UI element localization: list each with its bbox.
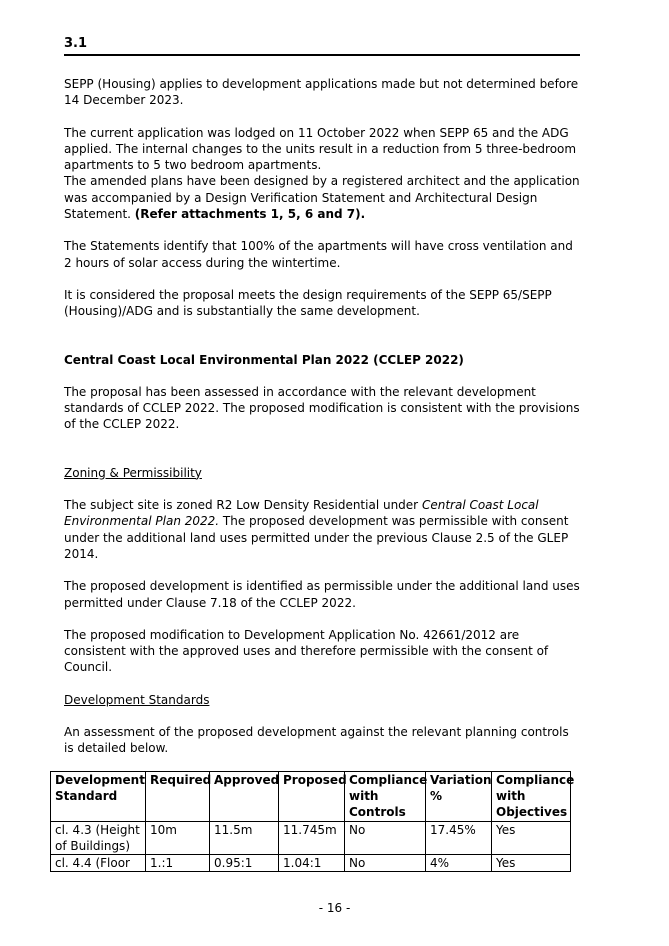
heading-cclep: Central Coast Local Environmental Plan 2022 (CCLEP 2022) bbox=[64, 352, 464, 367]
table-cell: 11.745m bbox=[279, 821, 345, 855]
page-number: - 16 - bbox=[318, 901, 351, 915]
paragraph-design-requirements: It is considered the proposal meets the design requirements of the SEPP 65/SEPP (Housing)/ADG and is substantially the same development. bbox=[64, 287, 552, 319]
table-cell: 4% bbox=[426, 855, 492, 872]
table-row bbox=[51, 855, 571, 872]
table-cell: Yes bbox=[492, 855, 571, 872]
section-number: 3.1 bbox=[64, 36, 580, 56]
paragraph-permissible: The proposed development is identified as permissible under the additional land uses permitted under Clause 7.18 of the CCLEP 2022. bbox=[64, 579, 580, 610]
table-cell: No bbox=[345, 821, 426, 855]
col-header: Development Standard bbox=[51, 771, 146, 821]
col-header: Required bbox=[146, 771, 210, 821]
col-header: Variation % bbox=[426, 771, 492, 821]
heading-zoning: Zoning & Permissibility bbox=[64, 465, 202, 480]
document-page bbox=[55, 36, 580, 872]
col-header: Approved bbox=[210, 771, 279, 821]
paragraph-modification: The proposed modification to Development Application No. 42661/2012 are consistent with the approved uses and therefore permissible with the consent of Council. bbox=[64, 627, 549, 675]
zoning-text-cont: The proposed development was permissible with consent under the additional land uses permitted under the previous Clause 2.5 of the GLEP 2014. bbox=[64, 514, 569, 561]
table-cell: No bbox=[345, 855, 426, 872]
standards-table bbox=[50, 771, 575, 873]
zoning-text: The subject site is zoned R2 Low Density Residential under bbox=[64, 498, 419, 513]
paragraph-sepp-housing: SEPP (Housing) applies to development applications made but not determined before 14 December 2023. bbox=[64, 77, 579, 108]
col-header: Compliance with Controls bbox=[345, 771, 426, 821]
table-cell: 11.5m bbox=[210, 821, 279, 855]
table-header-row bbox=[51, 771, 571, 821]
table-cell: cl. 4.3 (Height of Buildings) bbox=[51, 821, 146, 855]
table-cell: 1.04:1 bbox=[279, 855, 345, 872]
refer-attachments: (Refer attachments 1, 5, 6 and 7). bbox=[134, 207, 366, 222]
plan-name: Central Coast Local Environmental Plan 2022. bbox=[64, 498, 539, 529]
table-cell: Yes bbox=[492, 821, 571, 855]
table-row bbox=[51, 821, 571, 855]
table-cell: 1.:1 bbox=[146, 855, 210, 872]
table-cell: 0.95:1 bbox=[210, 855, 279, 872]
heading-standards: Development Standards bbox=[64, 692, 210, 707]
paragraph-current-application: The current application was lodged on 11 October 2022 when SEPP 65 and the ADG applied. The internal changes to the units result in a reduction from 5 three-bedroom apartments to 5 two bedroom apartments. bbox=[64, 125, 577, 173]
amended-plans-text: The amended plans have been designed by a registered architect and the application was accompanied by a Design Verification Statement and Architectural Design Statement. bbox=[64, 174, 580, 222]
paragraph-assessment: An assessment of the proposed development against the relevant planning controls is detailed below. bbox=[64, 725, 569, 756]
table-cell: 10m bbox=[146, 821, 210, 855]
table-cell: cl. 4.4 (Floor bbox=[51, 855, 146, 872]
paragraph-amended-plans bbox=[64, 173, 580, 222]
table-cell: 17.45% bbox=[426, 821, 492, 855]
paragraph-cclep-assessment: The proposal has been assessed in accordance with the relevant development standards of CCLEP 2022. The proposed modification is consistent with the provisions of the CCLEP 2022. bbox=[64, 384, 580, 432]
col-header: Compliance with Objectives bbox=[492, 771, 571, 821]
paragraph-zoning bbox=[64, 497, 580, 562]
paragraph-statements: The Statements identify that 100% of the apartments will have cross ventilation and 2 hours of solar access during the wintertime. bbox=[64, 239, 573, 270]
col-header: Proposed bbox=[279, 771, 345, 821]
